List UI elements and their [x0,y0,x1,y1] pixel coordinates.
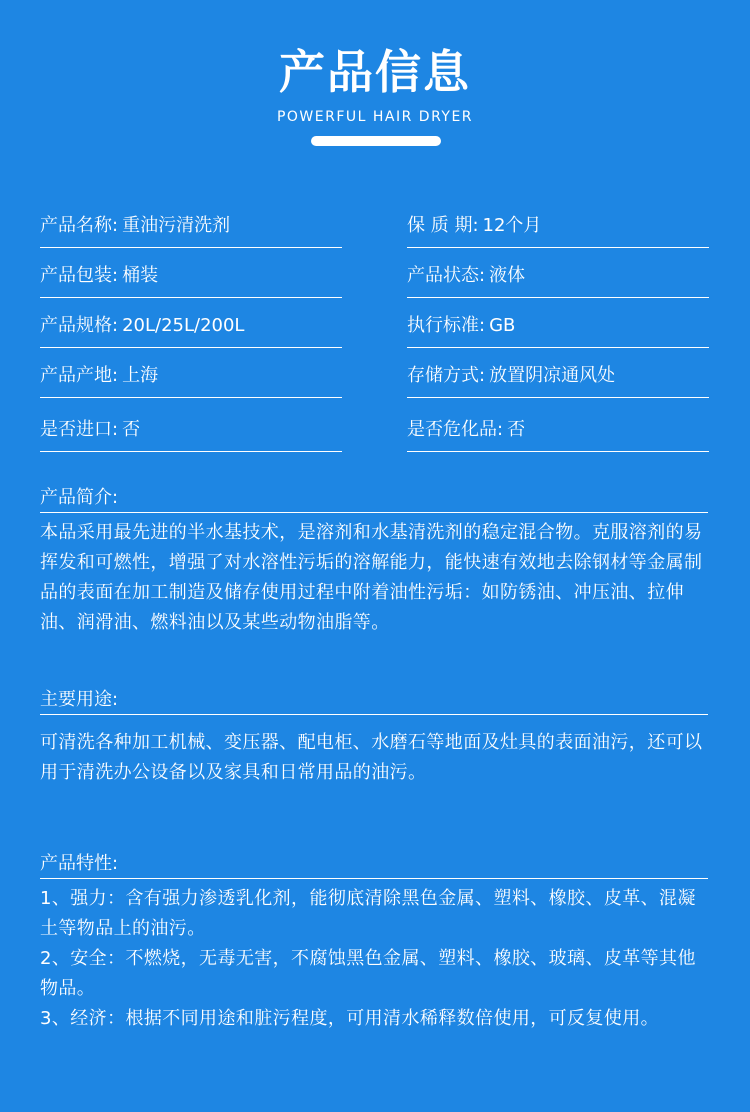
features-heading: 产品特性: [40,852,708,879]
info-value: 否 [507,419,526,440]
info-value: 重油污清洗剂 [122,215,231,236]
page-title: 产品信息 [279,45,471,99]
info-label: 产品名称: [40,215,119,236]
title-underline-bar [311,136,441,146]
info-value: GB [489,315,516,336]
info-value: 放置阴凉通风处 [489,365,616,386]
info-value: 液体 [489,265,526,286]
info-label: 产品包装: [40,265,119,286]
feature-item: 3、经济：根据不同用途和脏污程度，可用清水稀释数倍使用，可反复使用。 [40,1008,660,1029]
info-label: 存储方式: [407,365,486,386]
info-value: 桶装 [122,265,159,286]
intro-heading: 产品简介: [40,486,708,513]
info-value: 否 [122,419,141,440]
info-imported [40,418,342,452]
info-label: 执行标准: [407,315,486,336]
usage-text: 可清洗各种加工机械、变压器、配电柜、水磨石等地面及灶具的表面油污，还可以用于清洗办公设备以及家具和日常用品的油污。 [40,732,703,783]
info-value: 20L/25L/200L [122,315,245,336]
features-section [40,884,712,1034]
intro-section [40,518,712,638]
page-subtitle: POWERFUL HAIR DRYER [276,109,474,125]
info-label: 产品状态: [407,265,486,286]
info-label: 是否危化品: [407,419,504,440]
intro-text: 本品采用最先进的半水基技术，是溶剂和水基清洗剂的稳定混合物。克服溶剂的易挥发和可燃性，增强了对水溶性污垢的溶解能力，能快速有效地去除钢材等金属制品的表面在加工制造及储存使用过程中附着油性污垢：如防锈油、冲压油、拉伸油、润滑油、燃料油以及某些动物油脂等。 [40,522,703,633]
info-label: 产品规格: [40,315,119,336]
info-label: 是否进口: [40,419,119,440]
info-product-name [40,214,342,248]
info-value: 上海 [122,365,159,386]
info-value: 12个月 [482,215,542,236]
feature-item: 1、强力：含有强力渗透乳化剂，能彻底清除黑色金属、塑料、橡胶、皮革、混凝土等物品上的油污。 [40,888,696,939]
info-label: 保 质 期: [407,215,479,236]
info-standard [407,314,709,348]
info-label: 产品产地: [40,365,119,386]
info-origin [40,364,342,398]
info-storage [407,364,709,398]
info-shelf-life [407,214,709,248]
usage-heading: 主要用途: [40,688,708,715]
info-hazardous [407,418,709,452]
info-specification [40,314,342,348]
usage-section [40,728,712,788]
info-state [407,264,709,298]
info-packaging [40,264,342,298]
feature-item: 2、安全：不燃烧，无毒无害，不腐蚀黑色金属、塑料、橡胶、玻璃、皮革等其他物品。 [40,948,696,999]
